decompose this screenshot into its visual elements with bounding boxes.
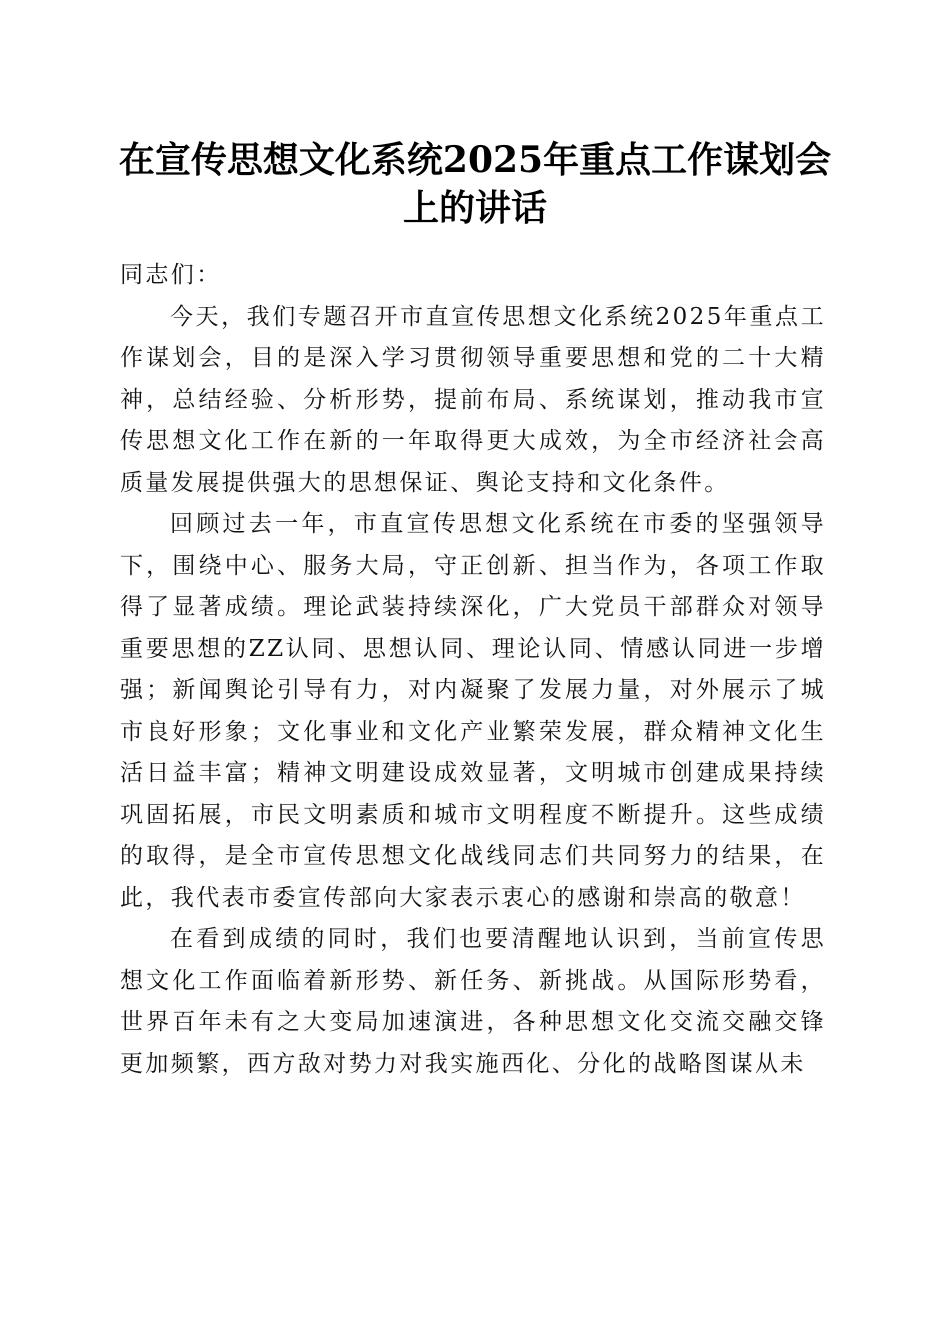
- document-title: 在宣传思想文化系统2025年重点工作谋划会上的讲话: [118, 139, 832, 229]
- paragraph-review: 回顾过去一年，市直宣传思想文化系统在市委的坚强领导下，围绕中心、服务大局，守正创新、担当作为，各项工作取得了显著成绩。理论武装持续深化，广大党员干部群众对领导重要思想的ZZ认同、思想认同、理论认同、情感认同进一步增强；新闻舆论引导有力，对内凝聚了发展力量，对外展示了城市良好形象；文化事业和文化产业繁荣发展，群众精神文化生活日益丰富；精神文明建设成效显著，文明城市创建成果持续巩固拓展，市民文明素质和城市文明程度不断提升。这些成绩的取得，是全市宣传思想文化战线同志们共同努力的结果，在此，我代表市委宣传部向大家表示衷心的感谢和崇高的敬意！: [120, 511, 826, 911]
- salutation: 同志们：: [120, 262, 222, 288]
- paragraph-situation: 在看到成绩的同时，我们也要清醒地认识到，当前宣传思想文化工作面临着新形势、新任务、新挑战。从国际形势看，世界百年未有之大变局加速演进，各种思想文化交流交融交锋更加频繁，西方敌对势力对我实施西化、分化的战略图谋从未: [120, 926, 826, 1077]
- document-body: [120, 255, 826, 1085]
- paragraph-opening: 今天，我们专题召开市直宣传思想文化系统2025年重点工作谋划会，目的是深入学习贯彻领导重要思想和党的二十大精神，总结经验、分析形势，提前布局、系统谋划，推动我市宣传思想文化工作在新的一年取得更大成效，为全市经济社会高质量发展提供强大的思想保证、舆论支持和文化条件。: [120, 303, 826, 496]
